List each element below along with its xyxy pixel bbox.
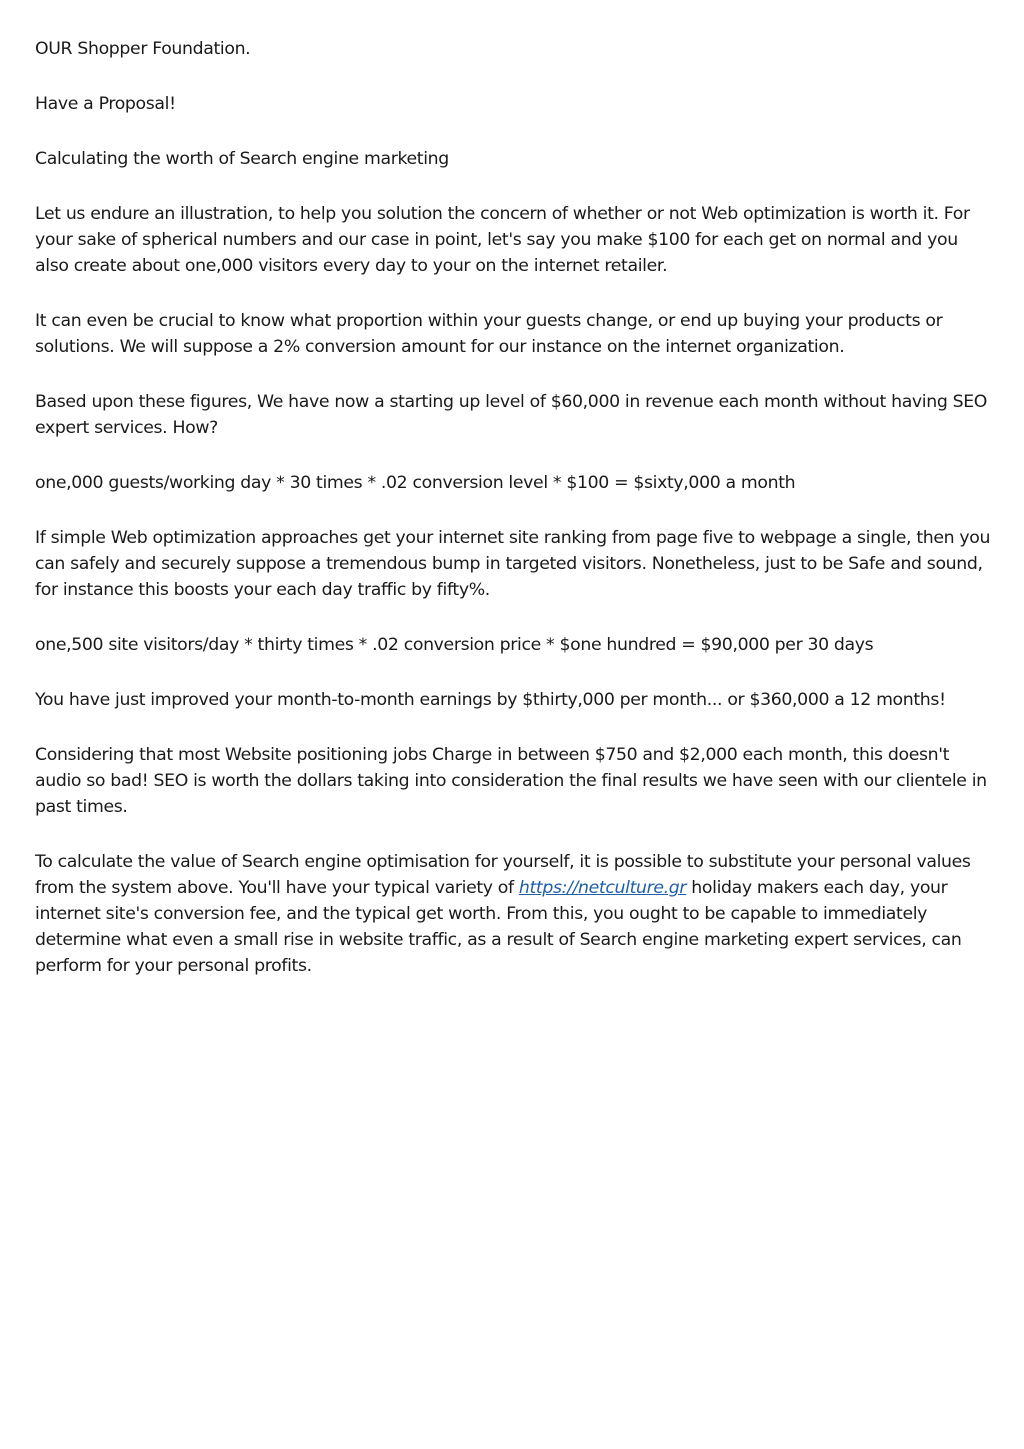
heading-line-2: Have a Proposal! bbox=[35, 94, 176, 114]
paragraph-9-text-before: To calculate the value of Search engine optimisation for yourself, it is possible to substitute your personal values from the system above. You'll have your typical variety of bbox=[35, 852, 971, 898]
paragraph-3: Based upon these figures, We have now a starting up level of $60,000 in revenue each month without having SEO expert services. How? bbox=[35, 392, 988, 438]
formula-2: one,500 site visitors/day * thirty times * .02 conversion price * $one hundred = $90,000 per 30 days bbox=[35, 635, 874, 655]
netculture-link[interactable]: https://netculture.gr bbox=[518, 878, 687, 898]
heading-line-3: Calculating the worth of Search engine marketing bbox=[35, 149, 449, 169]
formula-1: one,000 guests/working day * 30 times * .02 conversion level * $100 = $sixty,000 a month bbox=[35, 473, 796, 493]
paragraph-9 bbox=[35, 849, 991, 979]
paragraph-5: If simple Web optimization approaches get your internet site ranking from page five to webpage a single, then you can safely and securely suppose a tremendous bump in targeted visitors. Nonetheless, just to be Safe and sound, for instance this boosts your each day traffic by fifty%. bbox=[35, 528, 991, 600]
paragraph-1: Let us endure an illustration, to help you solution the concern of whether or not Web optimization is worth it. For your sake of spherical numbers and our case in point, let's say you make $100 for each get on normal and you also create about one,000 visitors every day to your on the internet retailer. bbox=[35, 204, 970, 276]
document-body bbox=[35, 36, 991, 1008]
paragraph-7: You have just improved your month-to-month earnings by $thirty,000 per month... or $360,000 a 12 months! bbox=[35, 690, 946, 710]
paragraph-9-text-after: holiday makers each day, your internet site's conversion fee, and the typical get worth. From this, you ought to be capable to immediately determine what even a small rise in website traffic, as a result of Search engine marketing expert services, can perform for your personal profits. bbox=[35, 878, 962, 976]
heading-line-1: OUR Shopper Foundation. bbox=[35, 39, 251, 59]
paragraph-2: It can even be crucial to know what proportion within your guests change, or end up buying your products or solutions. We will suppose a 2% conversion amount for our instance on the internet organization. bbox=[35, 311, 943, 357]
paragraph-8: Considering that most Website positioning jobs Charge in between $750 and $2,000 each month, this doesn't audio so bad! SEO is worth the dollars taking into consideration the final results we have seen with our clientele in past times. bbox=[35, 745, 987, 817]
